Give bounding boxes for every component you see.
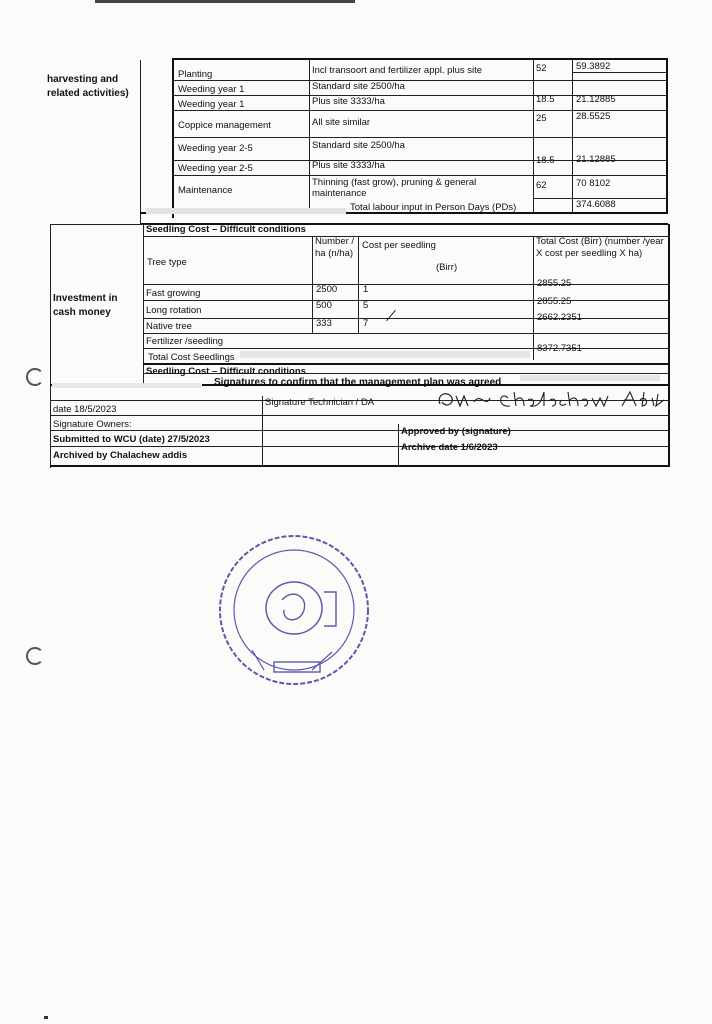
number-native: 333 [316, 318, 332, 329]
total-native: 2662.2351 [537, 312, 582, 323]
total-labour-label: Total labour input in Person Days (PDs) [350, 202, 517, 213]
cost-long-rotation: 5 [363, 300, 369, 311]
total-fast-growing: 2855.25 [537, 278, 572, 289]
desc-weeding-1a: Standard site 2500/ha [312, 81, 405, 92]
punch-hole [26, 647, 44, 665]
scan-speck [44, 1016, 48, 1019]
number-long-rotation: 500 [316, 300, 332, 311]
category-harvesting: harvesting and related activities) [47, 74, 129, 99]
col-cost: Cost per seedling [362, 240, 436, 251]
col-number: Number / ha (n/ha) [315, 236, 355, 259]
number-fast-growing: 2500 [316, 284, 338, 295]
activity-weeding-25b: Weeding year 2-5 [178, 163, 253, 174]
total-weeding-1b: 21.12885 [576, 94, 616, 105]
cost-native: 7 [363, 318, 369, 329]
sign-date: date 18/5/2023 [53, 404, 117, 415]
sign-owners: Signature Owners: [53, 419, 132, 430]
total-long-rotation: 2855.25 [537, 296, 572, 307]
desc-maintenance: Thinning (fast grow), pruning & general maintenance [312, 177, 477, 199]
col-tree-type: Tree type [147, 257, 187, 268]
tree-fast-growing: Fast growing [146, 288, 201, 299]
scan-edge [95, 0, 355, 3]
tree-long-rotation: Long rotation [146, 305, 202, 316]
sign-archive-date: Archive date 1/6/2023 [401, 442, 498, 453]
seedling-title: Seedling Cost – Difficult conditions [146, 224, 306, 235]
desc-weeding-25a: Standard site 2500/ha [312, 140, 405, 151]
col-cost-unit: (Birr) [436, 262, 458, 273]
days-coppice: 25 [536, 113, 547, 124]
sign-archived-by: Archived by Chalachew addis [53, 450, 188, 461]
col-total: Total Cost (Birr) (number /year X cost per seedling X ha) [536, 236, 664, 259]
scan-smudge [146, 208, 346, 214]
handwritten-signature [430, 388, 670, 412]
scan-smudge [520, 375, 660, 381]
days-weeding-25b: 18.5 [536, 155, 555, 166]
desc-coppice: All site similar [312, 117, 371, 128]
desc-planting: Incl transoort and fertilizer appl. plus site [312, 65, 483, 76]
activity-planting: Planting [178, 69, 213, 80]
cost-fast-growing: 1 [363, 284, 369, 295]
total-planting: 59.3892 [576, 61, 611, 72]
tree-native: Native tree [146, 321, 192, 332]
days-planting: 52 [536, 63, 547, 74]
days-weeding-1b: 18.5 [536, 94, 555, 105]
scan-smudge [52, 383, 202, 388]
activity-weeding-25a: Weeding year 2-5 [178, 143, 253, 154]
official-stamp [212, 530, 380, 690]
desc-weeding-1b: Plus site 3333/ha [312, 96, 385, 107]
punch-hole [26, 368, 44, 386]
total-coppice: 28.5525 [576, 111, 611, 122]
days-maintenance: 62 [536, 180, 547, 191]
total-labour-value: 374.6088 [576, 199, 616, 210]
total-seedlings-value: 8372.7351 [537, 343, 582, 354]
seedling-title-2: Seedling Cost – Difficult conditions [146, 366, 306, 377]
desc-weeding-25b: Plus site 3333/ha [312, 160, 385, 171]
activity-weeding-1a: Weeding year 1 [178, 84, 245, 95]
sign-submitted: Submitted to WCU (date) 27/5/2023 [53, 434, 210, 445]
fertilizer-label: Fertilizer /seedling [146, 336, 224, 347]
signatures-heading: Signatures to confirm that the management plan was agreed [214, 377, 502, 388]
activity-maintenance: Maintenance [178, 185, 233, 196]
total-maintenance: 70 8102 [576, 178, 611, 189]
scan-smudge [240, 351, 530, 358]
total-weeding-25b: 21.12885 [576, 154, 616, 165]
activity-coppice: Coppice management [178, 120, 271, 131]
activity-weeding-1b: Weeding year 1 [178, 99, 245, 110]
category-investment: Investment in cash money [53, 293, 118, 318]
sign-technician: Signature Technician / DA [265, 397, 375, 408]
pen-mark [386, 310, 396, 321]
total-seedlings-label: Total Cost Seedlings [148, 352, 235, 363]
sign-approved: Approved by (signature) [401, 426, 511, 437]
